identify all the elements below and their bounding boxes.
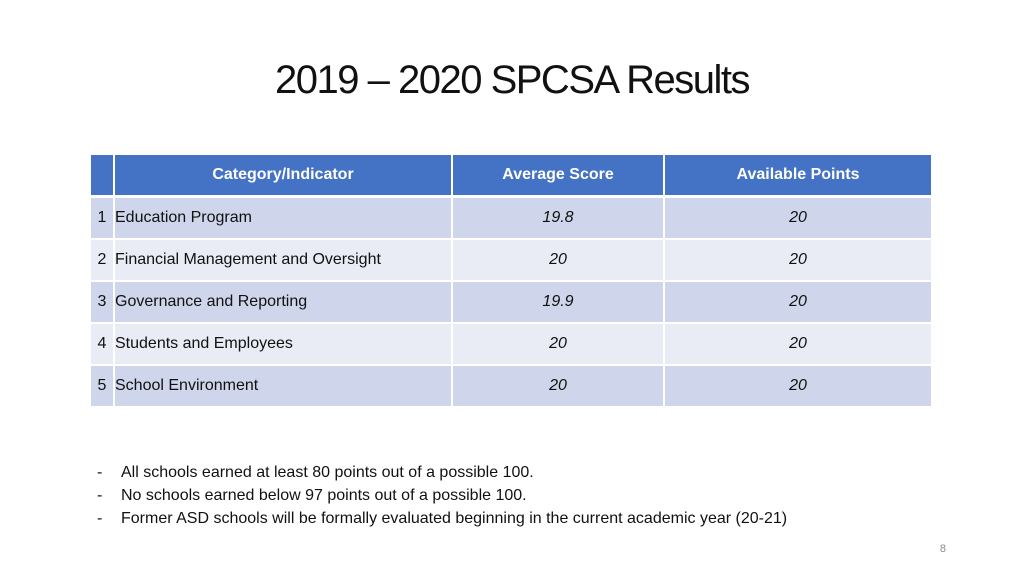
header-number [90, 154, 114, 197]
table-row [90, 365, 932, 407]
note-text: All schools earned at least 80 points out of a possible 100. [121, 464, 534, 481]
bullet-dash: - [97, 510, 103, 527]
table-row [90, 197, 932, 240]
row-category: Students and Employees [114, 323, 452, 365]
row-average-score: 20 [452, 323, 664, 365]
notes-list [97, 461, 787, 530]
bullet-dash: - [97, 464, 103, 481]
row-number: 1 [90, 197, 114, 240]
results-table [89, 153, 933, 408]
row-average-score: 19.9 [452, 281, 664, 323]
header-average-score: Average Score [452, 154, 664, 197]
row-available-points: 20 [664, 281, 932, 323]
row-available-points: 20 [664, 323, 932, 365]
page-number: 8 [939, 543, 946, 555]
row-number: 3 [90, 281, 114, 323]
note-text: Former ASD schools will be formally evaluated beginning in the current academic year (20-21) [121, 510, 788, 527]
table-header-row [90, 154, 932, 197]
row-category: Governance and Reporting [114, 281, 452, 323]
row-category: School Environment [114, 365, 452, 407]
row-available-points: 20 [664, 239, 932, 281]
row-number: 2 [90, 239, 114, 281]
list-item [97, 507, 787, 530]
row-number: 5 [90, 365, 114, 407]
note-text: No schools earned below 97 points out of a possible 100. [121, 487, 527, 504]
row-available-points: 20 [664, 197, 932, 240]
row-category: Financial Management and Oversight [114, 239, 452, 281]
slide-title: 2019 – 2020 SPCSA Results [275, 58, 749, 102]
header-category: Category/Indicator [114, 154, 452, 197]
list-item [97, 484, 787, 507]
table-row [90, 239, 932, 281]
row-average-score: 20 [452, 239, 664, 281]
bullet-dash: - [97, 487, 103, 504]
row-number: 4 [90, 323, 114, 365]
table-row [90, 323, 932, 365]
list-item [97, 461, 787, 484]
row-average-score: 19.8 [452, 197, 664, 240]
table-row [90, 281, 932, 323]
row-category: Education Program [114, 197, 452, 240]
row-available-points: 20 [664, 365, 932, 407]
row-average-score: 20 [452, 365, 664, 407]
header-available-points: Available Points [664, 154, 932, 197]
